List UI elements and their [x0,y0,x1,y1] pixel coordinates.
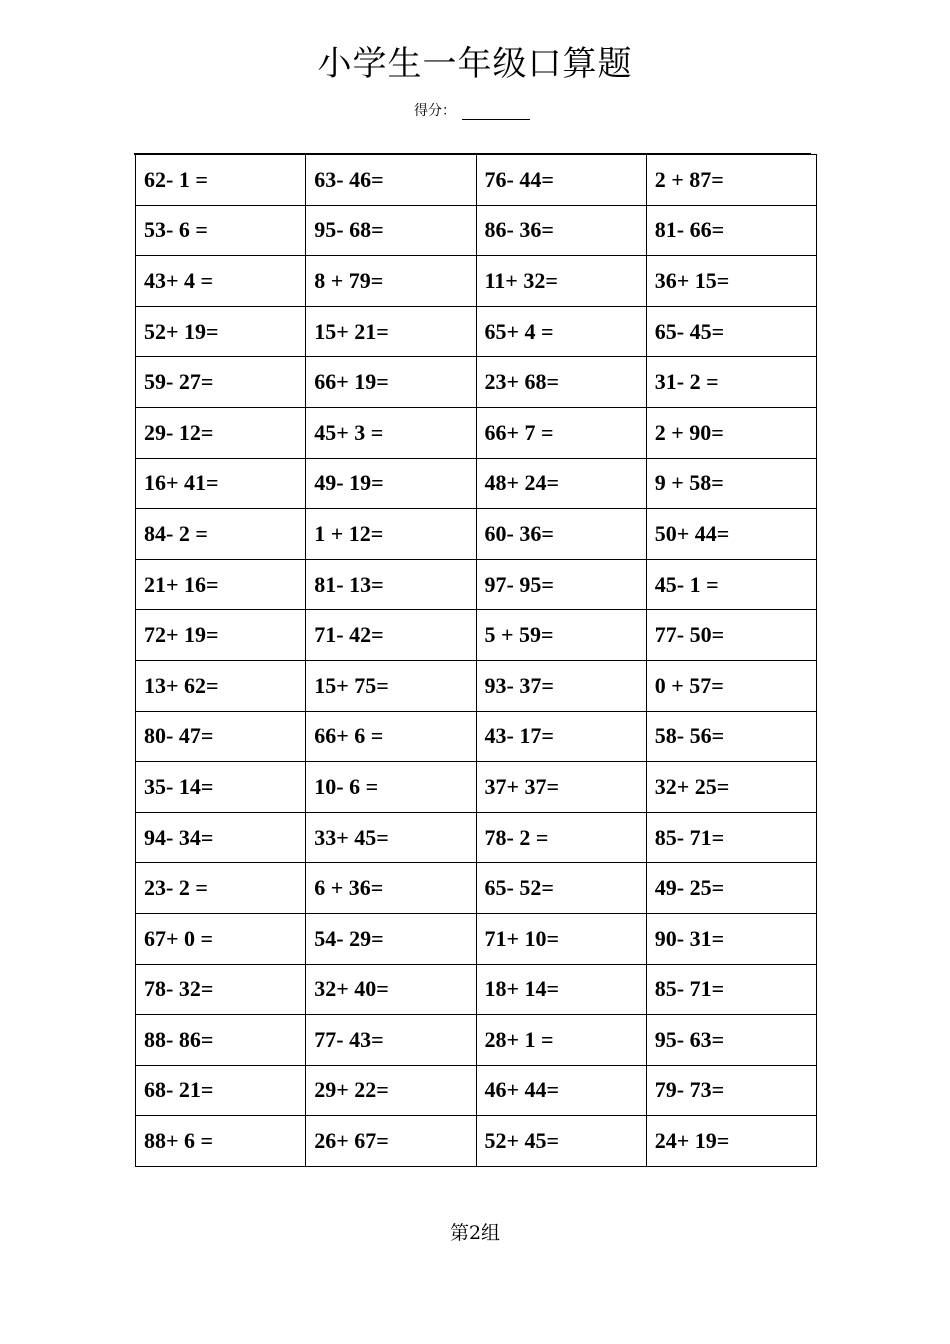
problem-cell: 81- 66= [646,205,816,256]
problem-cell: 62- 1 = [136,155,306,206]
problem-cell: 71- 42= [306,610,476,661]
table-row [136,610,817,661]
problem-cell: 65+ 4 = [476,306,646,357]
page-title: 小学生一年级口算题 [317,44,633,84]
problem-cell: 48+ 24= [476,458,646,509]
problem-cell: 90- 31= [646,913,816,964]
problem-cell: 66+ 6 = [306,711,476,762]
table-row [136,256,817,307]
problem-cell: 81- 13= [306,559,476,610]
table-row [136,559,817,610]
table-row [136,913,817,964]
problem-cell: 84- 2 = [136,509,306,560]
problem-cell: 79- 73= [646,1065,816,1116]
problem-cell: 95- 68= [306,205,476,256]
problem-cell: 15+ 75= [306,660,476,711]
problem-cell: 49- 25= [646,863,816,914]
problem-cell: 9 + 58= [646,458,816,509]
problem-cell: 66+ 7 = [476,407,646,458]
problem-cell: 86- 36= [476,205,646,256]
table-row [136,812,817,863]
problem-cell: 54- 29= [306,913,476,964]
problem-cell: 11+ 32= [476,256,646,307]
problem-cell: 23- 2 = [136,863,306,914]
problem-cell: 46+ 44= [476,1065,646,1116]
problem-cell: 65- 45= [646,306,816,357]
score-label: 得分： [414,103,456,119]
group-label: 第2组 [449,1222,501,1244]
problem-cell: 88- 86= [136,1015,306,1066]
problem-cell: 93- 37= [476,660,646,711]
problem-cell: 23+ 68= [476,357,646,408]
problem-cell: 1 + 12= [306,509,476,560]
problem-cell: 29- 12= [136,407,306,458]
problem-cell: 65- 52= [476,863,646,914]
problem-cell: 24+ 19= [646,1116,816,1167]
problem-cell: 29+ 22= [306,1065,476,1116]
problem-cell: 72+ 19= [136,610,306,661]
table-row [136,155,817,206]
problem-cell: 10- 6 = [306,762,476,813]
table-row [136,1015,817,1066]
problem-cell: 63- 46= [306,155,476,206]
problem-cell: 45+ 3 = [306,407,476,458]
problem-cell: 32+ 40= [306,964,476,1015]
table-row [136,509,817,560]
problem-cell: 59- 27= [136,357,306,408]
table-row [136,458,817,509]
problem-cell: 28+ 1 = [476,1015,646,1066]
table-row [136,1116,817,1167]
score-blank-line [462,105,530,120]
problem-cell: 43+ 4 = [136,256,306,307]
problem-cell: 95- 63= [646,1015,816,1066]
problem-cell: 58- 56= [646,711,816,762]
problem-cell: 33+ 45= [306,812,476,863]
score-field [414,100,530,120]
problem-cell: 36+ 15= [646,256,816,307]
problem-cell: 35- 14= [136,762,306,813]
problem-cell: 71+ 10= [476,913,646,964]
problem-cell: 97- 95= [476,559,646,610]
problem-cell: 15+ 21= [306,306,476,357]
table-row [136,660,817,711]
problem-cell: 85- 71= [646,812,816,863]
table-row [136,964,817,1015]
table-row [136,762,817,813]
problem-cell: 37+ 37= [476,762,646,813]
problem-cell: 94- 34= [136,812,306,863]
table-row [136,711,817,762]
problem-cell: 85- 71= [646,964,816,1015]
problem-cell: 77- 50= [646,610,816,661]
problem-cell: 43- 17= [476,711,646,762]
problem-cell: 16+ 41= [136,458,306,509]
table-row [136,357,817,408]
problem-cell: 60- 36= [476,509,646,560]
problem-cell: 77- 43= [306,1015,476,1066]
problem-cell: 31- 2 = [646,357,816,408]
problem-cell: 68- 21= [136,1065,306,1116]
problem-cell: 78- 2 = [476,812,646,863]
problem-cell: 32+ 25= [646,762,816,813]
problem-cell: 2 + 87= [646,155,816,206]
table-row [136,306,817,357]
table-row [136,1065,817,1116]
problem-cell: 76- 44= [476,155,646,206]
problem-cell: 21+ 16= [136,559,306,610]
table-row [136,407,817,458]
problem-cell: 78- 32= [136,964,306,1015]
table-row [136,205,817,256]
problem-cell: 18+ 14= [476,964,646,1015]
table-row [136,863,817,914]
problem-cell: 67+ 0 = [136,913,306,964]
problem-cell: 2 + 90= [646,407,816,458]
problem-cell: 45- 1 = [646,559,816,610]
problem-cell: 50+ 44= [646,509,816,560]
problem-cell: 5 + 59= [476,610,646,661]
problem-cell: 52+ 19= [136,306,306,357]
problem-cell: 53- 6 = [136,205,306,256]
problem-cell: 0 + 57= [646,660,816,711]
problem-cell: 66+ 19= [306,357,476,408]
problem-cell: 88+ 6 = [136,1116,306,1167]
problem-cell: 13+ 62= [136,660,306,711]
problem-cell: 52+ 45= [476,1116,646,1167]
problem-cell: 6 + 36= [306,863,476,914]
problem-cell: 49- 19= [306,458,476,509]
problem-cell: 8 + 79= [306,256,476,307]
problem-cell: 80- 47= [136,711,306,762]
problem-table [135,154,817,1167]
problem-cell: 26+ 67= [306,1116,476,1167]
